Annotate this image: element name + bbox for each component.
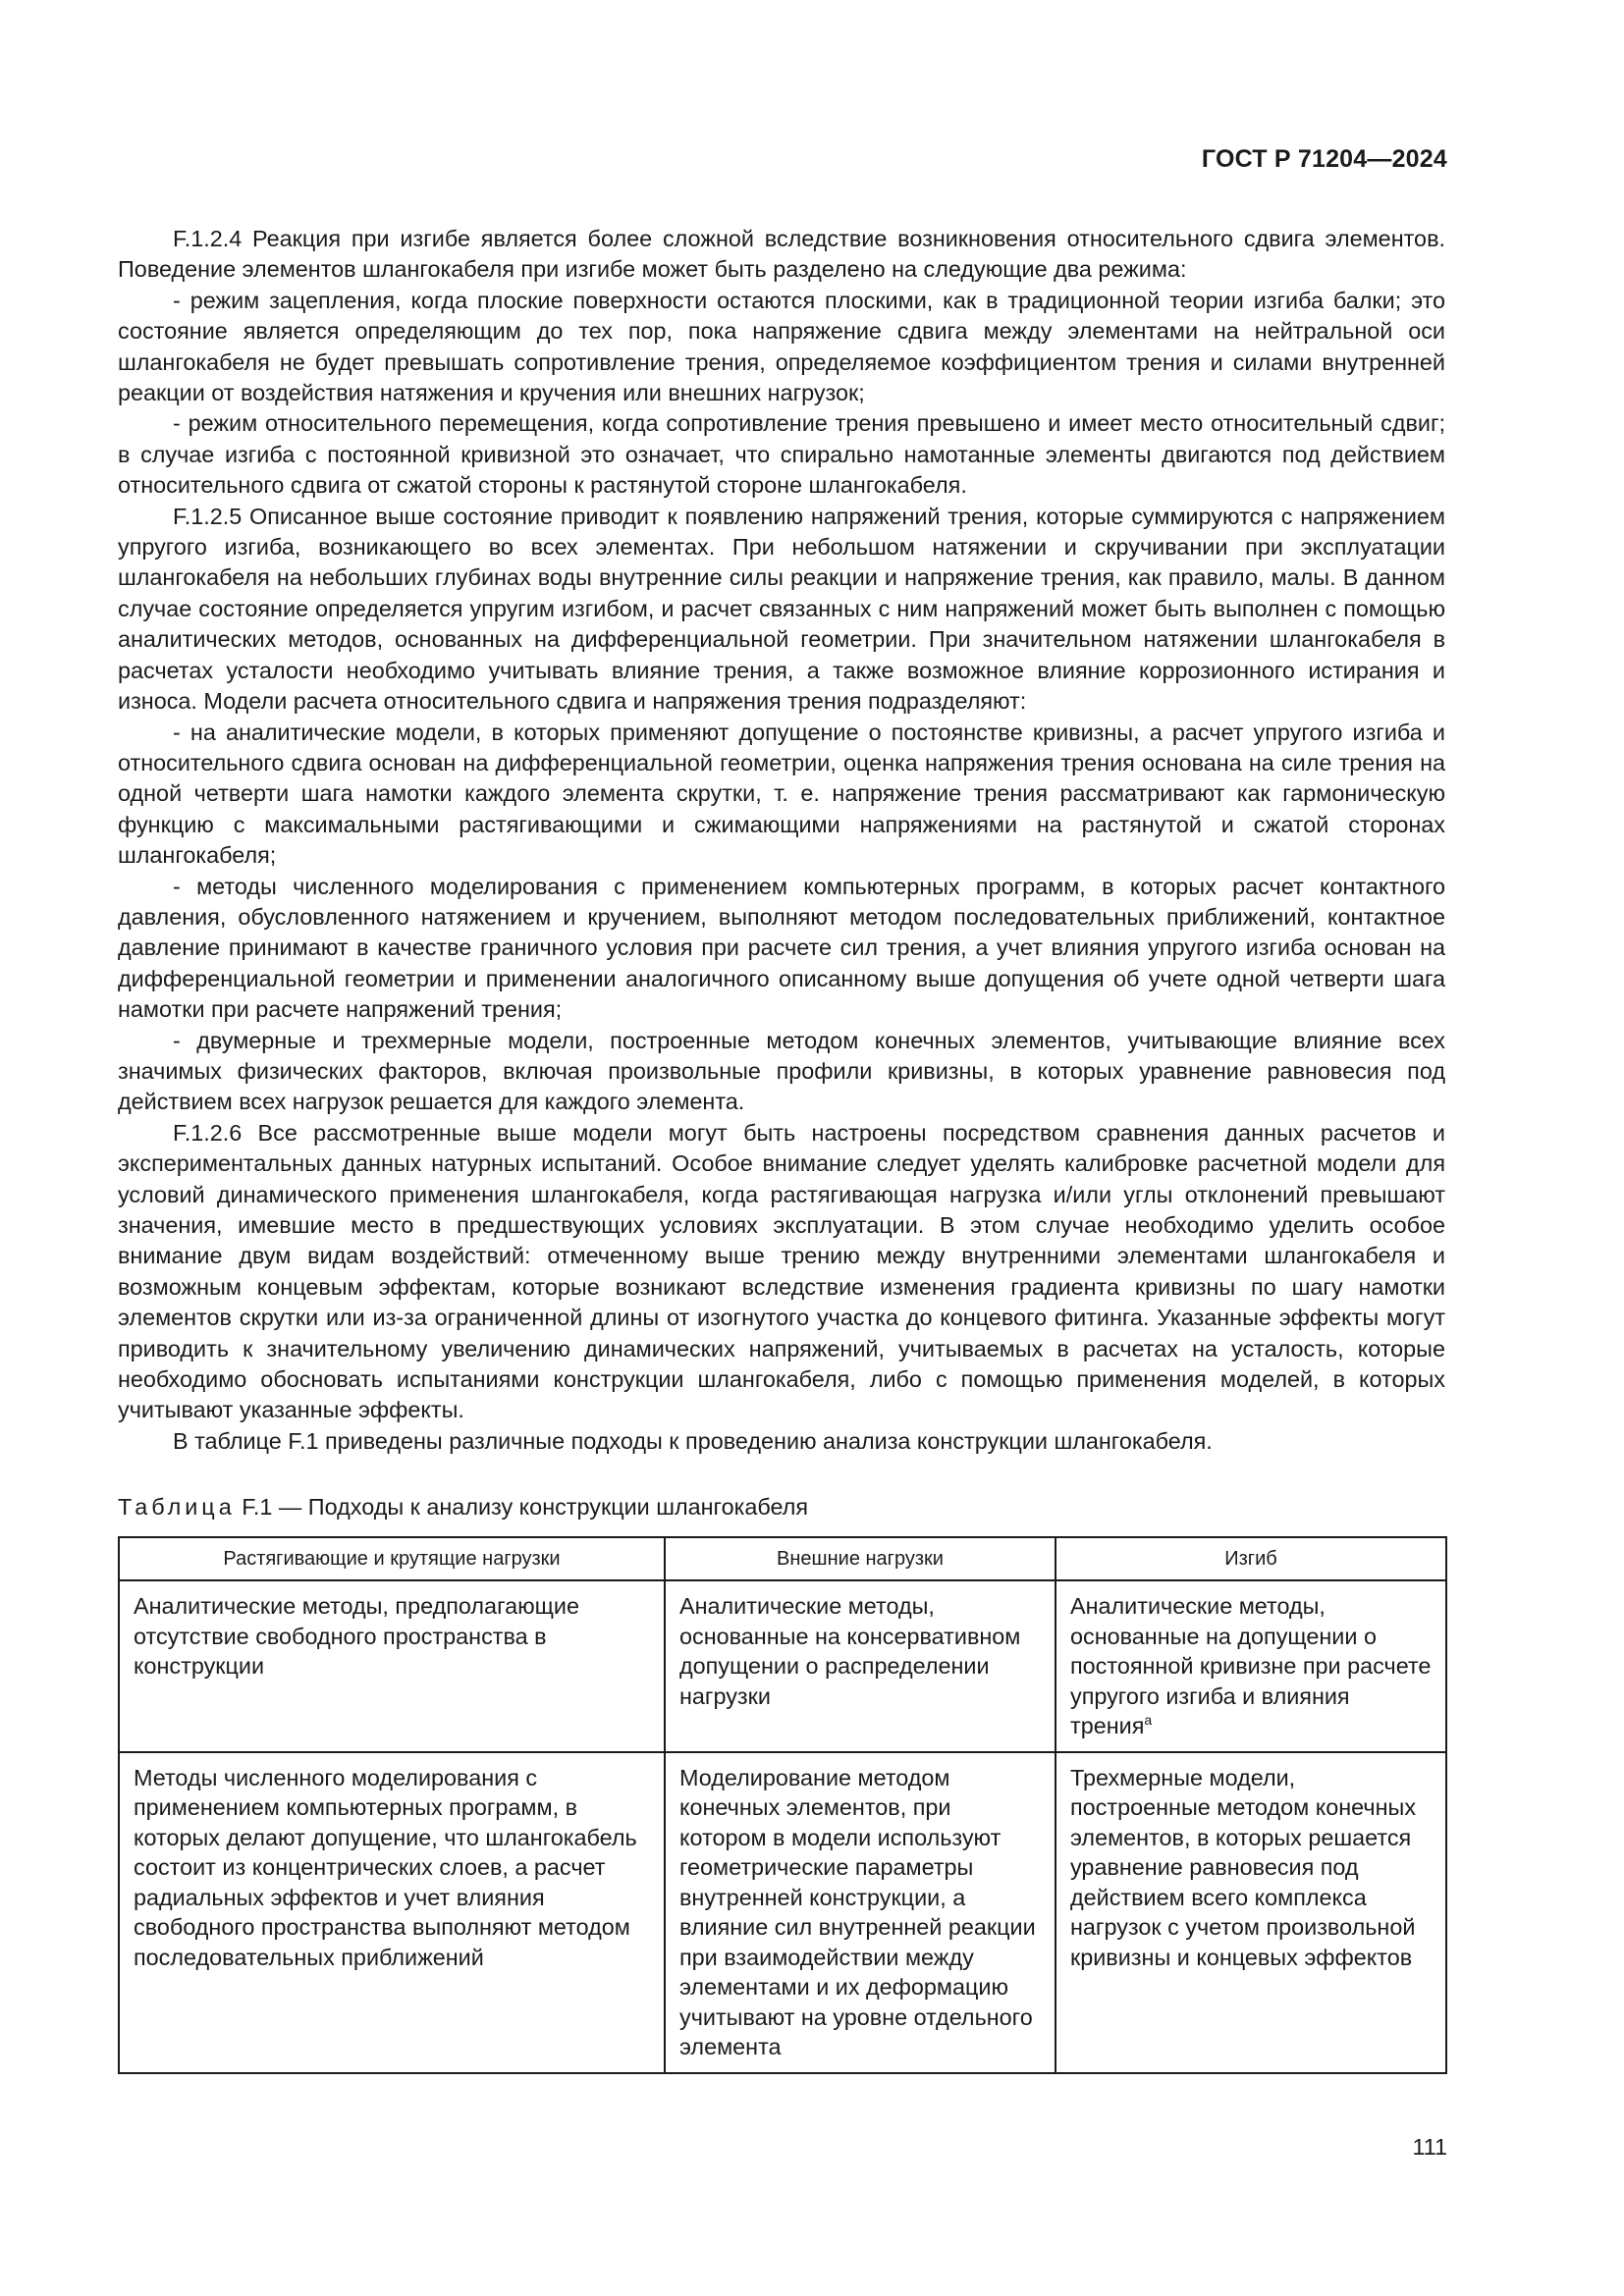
list-item: - режим относительного перемещения, когда сопротивление трения превышено и имеет место относительный сдвиг; в случае изгиба с постоянной кривизной это означает, что спирально намотанные элементы двигаются под действием относительного сдвига от сжатой стороны к растянутой стороне шлангокабеля.	[118, 410, 1445, 499]
list-item: - методы численного моделирования с применением компьютерных программ, в которых расчет контактного давления, обусловленного натяжением и кручением, выполняют методом последовательных приближений, контактное давление принимают в качестве граничного условия при расчете сил трения, а учет влияния упругого изгиба основан на дифференциальной геометрии и применении аналогичного описанному выше допущения об учете одной четверти шага намотки при расчете напряжений трения;	[118, 873, 1445, 1023]
paragraph-f126: F.1.2.6 Все рассмотренные выше модели могут быть настроены посредством сравнения данных расчетов и экспериментальных данных натурных испытаний. Особое внимание следует уделять калибровке расчетной модели для условий динамического применения шлангокабеля, когда растягивающая нагрузка и/или углы отклонений превышают значения, имевшие место в предшествующих условиях эксплуатации. В этом случае необходимо уделить особое внимание двум видам воздействий: отмеченному выше трению между внутренними элементами шлангокабеля и возможным концевым эффектам, которые возникают вследствие изменения градиента кривизны по шагу намотки элементов скрутки или из-за ограниченной длины от изогнутого участка до концевого фитинга. Указанные эффекты могут приводить к значительному увеличению динамических напряжений, учитываемых в расчетах на усталость, которые необходимо обосновать испытаниями конструкции шлангокабеля, либо с помощью применения моделей, в которых учитывают указанные эффекты.	[118, 1119, 1445, 1423]
paragraph-table-reference: В таблице F.1 приведены различные подходы к проведению анализа конструкции шлангокабеля.	[173, 1427, 1213, 1454]
table-cell: Аналитические методы, основанные на консервативном допущении о распределении нагрузки	[665, 1580, 1056, 1752]
header-bending: Изгиб	[1056, 1537, 1446, 1580]
paragraph-f125: F.1.2.5 Описанное выше состояние приводит к появлению напряжений трения, которые суммируются с напряжением упругого изгиба, возникающего во всех элементах. При небольшом натяжении и скручивании при эксплуатации шлангокабеля на небольших глубинах воды внутренние силы реакции и напряжение трения, как правило, малы. В данном случае состояние определяется упругим изгибом, и расчет связанных с ним напряжений может быть выполнен с помощью аналитических методов, основанных на дифференциальной геометрии. При значительном натяжении шлангокабеля в расчетах усталости необходимо учитывать влияние трения, а также возможное влияние коррозионного истирания и износа. Модели расчета относительного сдвига и напряжения трения подразделяют:	[118, 503, 1445, 715]
table-cell: Аналитические методы, предполагающие отсутствие свободного пространства в конструкции	[119, 1580, 665, 1752]
table-caption-label: Таблица	[118, 1494, 236, 1520]
table-row	[119, 1752, 1446, 2073]
table-caption	[118, 1494, 808, 1521]
table-cell: Моделирование методом конечных элементов, при котором в модели используют геометрические параметры внутренней конструкции, а влияние сил внутренней реакции при взаимодействии между элементами и их деформацию учитывают на уровне отдельного элемента	[665, 1752, 1056, 2073]
table-cell: Трехмерные модели, построенные методом конечных элементов, в которых решается уравнение равновесия под действием всего комплекса нагрузок с учетом произвольной кривизны и концевых эффектов	[1056, 1752, 1446, 2073]
page-number: 111	[1412, 2134, 1447, 2160]
header-tension-torsion: Растягивающие и крутящие нагрузки	[119, 1537, 665, 1580]
table-header-row	[119, 1537, 1446, 1580]
document-code-header: ГОСТ Р 71204—2024	[1201, 145, 1447, 173]
cell-text: Аналитические методы, основанные на допущении о постоянной кривизне при расчете упругого изгиба и влияния трения	[1070, 1593, 1432, 1738]
table-cell	[1056, 1580, 1446, 1752]
approaches-table	[118, 1536, 1447, 2074]
header-external-loads: Внешние нагрузки	[665, 1537, 1056, 1580]
table-cell: Методы численного моделирования с применением компьютерных программ, в которых делают допущение, что шлангокабель состоит из концентрических слоев, а расчет радиальных эффектов и учет влияния свободного пространства выполняют методом последовательных приближений	[119, 1752, 665, 2073]
paragraph-f124: F.1.2.4 Реакция при изгибе является более сложной вследствие возникновения относительного сдвига элементов. Поведение элементов шлангокабеля при изгибе может быть разделено на следующие два режима:	[118, 226, 1445, 283]
table-row	[119, 1580, 1446, 1752]
body-text	[118, 224, 1445, 1457]
footnote-marker: a	[1144, 1712, 1153, 1729]
list-item: - режим зацепления, когда плоские поверхности остаются плоскими, как в традиционной теории изгиба балки; это состояние является определяющим до тех пор, пока напряжение сдвига между элементами на нейтральной оси шлангокабеля не будет превышать сопротивление трения, определяемое коэффициентом трения и силами внутренней реакции от воздействия натяжения и кручения или внешних нагрузок;	[118, 287, 1445, 406]
list-item: - на аналитические модели, в которых применяют допущение о постоянстве кривизны, а расчет упругого изгиба и относительного сдвига основан на дифференциальной геометрии, оценка напряжения трения основана на силе трения на одной четверти шага намотки каждого элемента скрутки, т. е. напряжение трения рассматривают как гармоническую функцию с максимальными растягивающими и сжимающими напряжениями на растянутой и сжатой сторонах шлангокабеля;	[118, 719, 1445, 869]
list-item: - двумерные и трехмерные модели, построенные методом конечных элементов, учитывающие влияние всех значимых физических факторов, включая произвольные профили кривизны, в которых уравнение равновесия под действием всех нагрузок решается для каждого элемента.	[118, 1027, 1445, 1115]
table-caption-title: F.1 — Подходы к анализу конструкции шлангокабеля	[235, 1494, 809, 1520]
